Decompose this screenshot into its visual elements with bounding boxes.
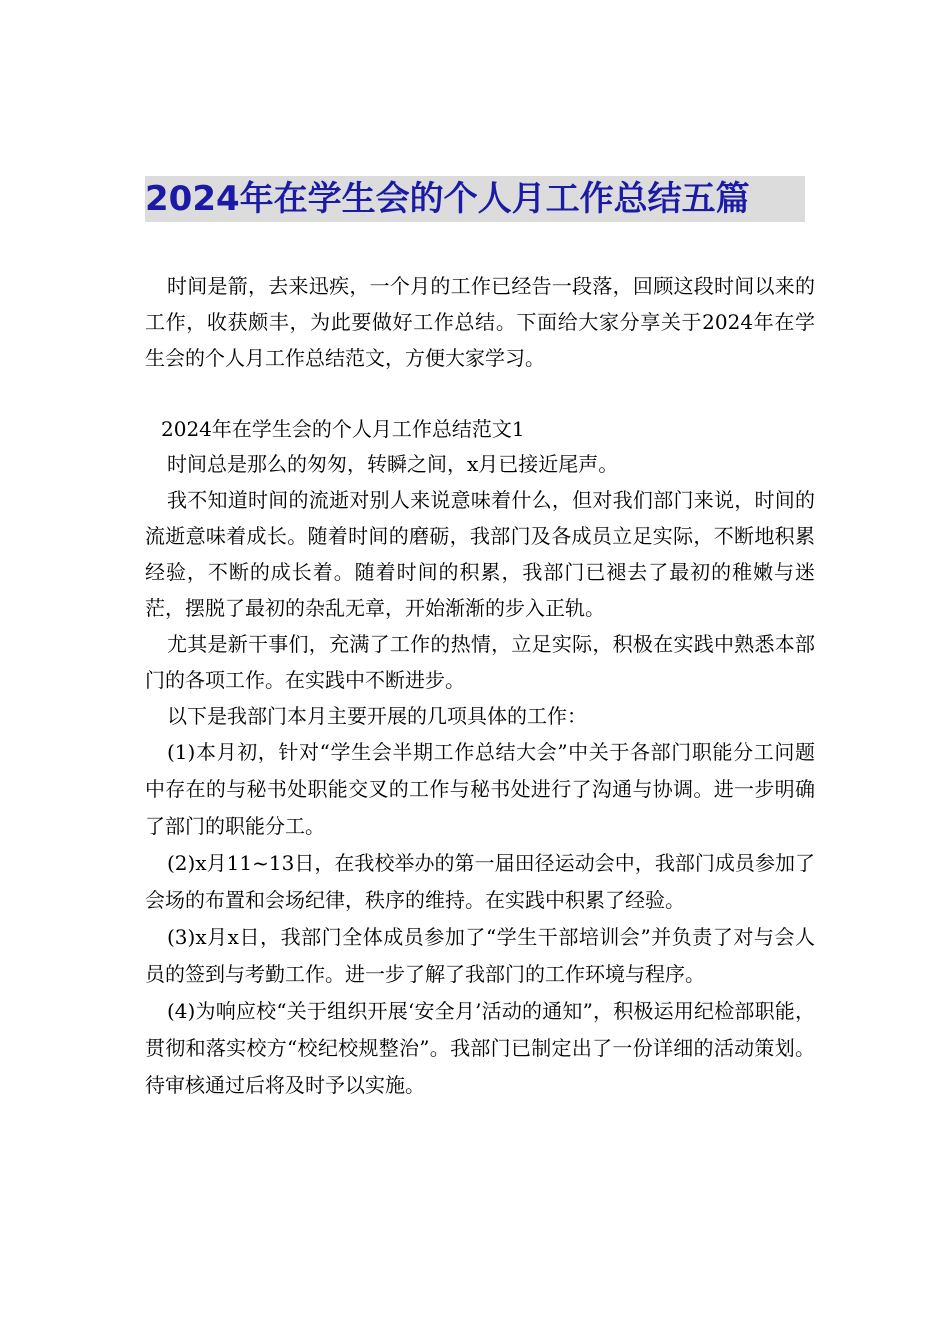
section-heading: 2024年在学生会的个人月工作总结范文1 [161, 417, 525, 441]
paragraph-8: (4)为响应校“关于组织开展‘安全月’活动的通知”，积极运用纪检部职能，贯彻和落实校方“校纪校规整治”。我部门已制定出了一份详细的活动策划。待审核通过后将及时予以实施。 [145, 999, 815, 1097]
paragraph-1: 时间总是那么的匆匆，转瞬之间，x月已接近尾声。 [167, 452, 619, 476]
paragraph-3: 尤其是新干事们，充满了工作的热情，立足实际，积极在实践中熟悉本部门的各项工作。在实践中不断进步。 [145, 632, 815, 692]
paragraph-5: (1)本月初，针对“学生会半期工作总结大会”中关于各部门职能分工问题中存在的与秘书处职能交叉的工作与秘书处进行了沟通与协调。进一步明确了部门的职能分工。 [145, 740, 815, 838]
document-title: 2024年在学生会的个人月工作总结五篇 [145, 176, 805, 222]
intro-paragraph: 时间是箭，去来迅疾，一个月的工作已经告一段落，回顾这段时间以来的工作，收获颇丰，为此要做好工作总结。下面给大家分享关于2024年在学生会的个人月工作总结范文，方便大家学习。 [145, 274, 815, 370]
paragraph-7: (3)x月x日，我部门全体成员参加了“学生干部培训会”并负责了对与会人员的签到与考勤工作。进一步了解了我部门的工作环境与程序。 [145, 925, 815, 986]
paragraph-4: 以下是我部门本月主要开展的几项具体的工作： [167, 704, 587, 728]
paragraph-6: (2)x月11~13日，在我校举办的第一届田径运动会中，我部门成员参加了会场的布置和会场纪律，秩序的维持。在实践中积累了经验。 [145, 851, 815, 912]
document-body [145, 268, 815, 1104]
paragraph-2: 我不知道时间的流逝对别人来说意味着什么，但对我们部门来说，时间的流逝意味着成长。随着时间的磨砺，我部门及各成员立足实际，不断地积累经验，不断的成长着。随着时间的积累，我部门已褪去了最初的稚嫩与迷茫，摆脱了最初的杂乱无章，开始渐渐的步入正轨。 [145, 488, 815, 620]
